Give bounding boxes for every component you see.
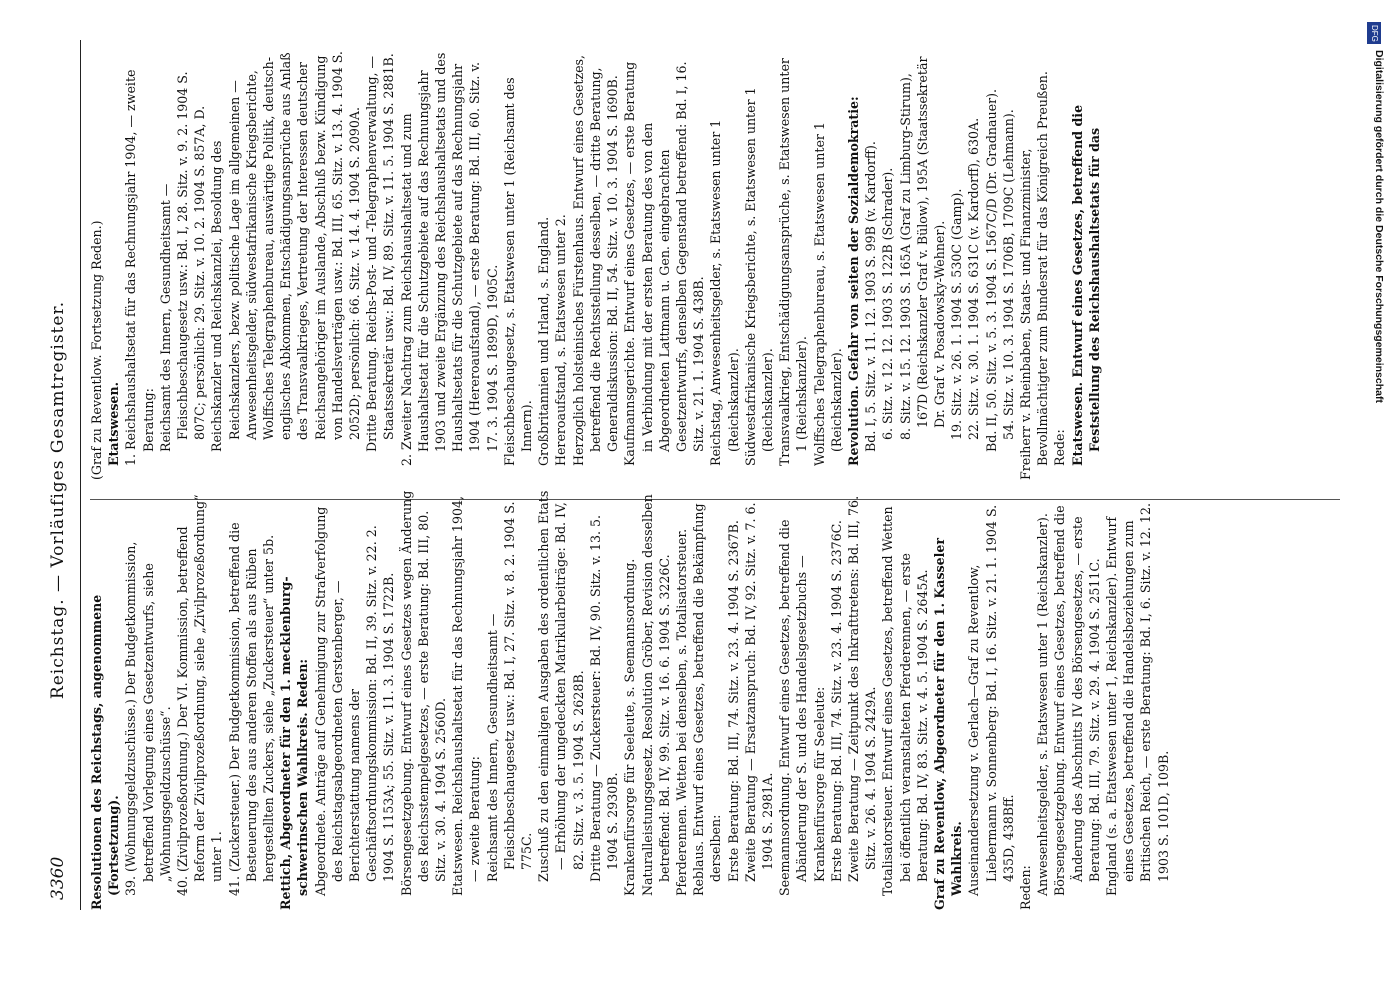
index-entry: 39. (Wohnungsgeldzuschüsse.) Der Budgetkommission, betreffend Vorlegung eines Gesetzentwurfs, siehe „Wohnungsgeldzuschüsse“.	[123, 541, 173, 896]
index-entry: Großbritannien und Irland, s. England.	[536, 216, 552, 466]
index-entry: 40. (Zivilprozeßordnung.) Der VI. Kommission, betreffend Reform der Zivilprozeßordnung, siehe „Zivilprozeßordnung“ unter 1.	[175, 494, 225, 896]
index-entry: Reichsamt des Innern, Gesundheitsamt — Fleischbeschaugesetz usw.: Bd. I, 27. Sitz. v. 8. 2. 1904 S. 775C.	[484, 501, 535, 882]
index-entry: Revolution. Gefahr von seiten der Sozialdemokratie:	[845, 96, 861, 466]
index-entry: 41. (Zuckersteuer.) Der Budgetkommission, betreffend die Besteuerung des aus anderen Stoffen als aus Rüben hergestellten Zuckers, siehe „Zuckersteuer“ unter 5b.	[226, 522, 277, 896]
index-entry: Totalisatorsteuer. Entwurf eines Gesetzes, betreffend Wetten bei öffentlich veranstalteten Pferderennen, — erste Beratung: Bd. IV, 83. Sitz. v. 4. 5. 1904 S. 2645A.	[880, 506, 930, 896]
index-entry: Fleischbeschaugesetz, s. Etatswesen unter 1 (Reichsamt des Innern).	[501, 77, 535, 466]
page-header	[40, 40, 80, 960]
index-entry: Zweite Beratung — Ersatzanspruch: Bd. IV, 92. Sitz. v. 7. 6. 1904 S. 2981A.	[742, 502, 775, 882]
index-entry: Börsengesetzgebung. Entwurf eines Gesetzes, betreffend die Änderung des Abschnitts IV des Börsengesetzes, — erste Beratung: Bd. III, 79. Sitz. v. 29. 4. 1904 S. 2511C.	[1052, 505, 1102, 896]
running-head: Reichstag. — Vorläufiges Gesamtregister.	[48, 300, 68, 700]
index-entry: (Graf zu Reventlow. Fortsetzung Reden.)	[89, 220, 104, 480]
header-rule	[80, 40, 81, 910]
index-entry: Erste Beratung: Bd. III, 74. Sitz. v. 23. 4. 1904 S. 2367B.	[725, 520, 741, 882]
index-entry: Zweite Beratung — Zeitpunkt des Inkrafttretens: Bd. III, 76. Sitz. v. 26. 4. 1904 S. 2429A.	[845, 495, 879, 882]
index-entry: Etatswesen. Entwurf eines Gesetzes, betreffend die Feststellung des Reichshaushaltsetats für das	[1069, 104, 1102, 466]
index-entry: Wolffsches Telegraphenbureau, s. Etatswesen unter 1 (Reichskanzler).	[811, 122, 844, 466]
index-entry: Dritte Beratung — Zuckersteuer: Bd. IV, 90. Sitz. v. 13. 5. 1904 S. 2930B.	[587, 515, 621, 882]
index-entry: Herzoglich holsteinisches Fürstenhaus. Entwurf eines Gesetzes, betreffend die Rechtsstellung desselben, — dritte Beratung, Generaldiskussion: Bd. II, 54. Sitz. v. 10. 3. 1904 S. 1690B.	[570, 54, 621, 466]
index-entry: 1. Reichshaushaltsetat für das Rechnungsjahr 1904, — zweite Beratung:	[123, 69, 156, 466]
index-entry: 54. Sitz. v. 10. 3. 1904 S. 1706B, 1709C (Lehmann).	[1000, 109, 1016, 440]
index-entry: Dritte Beratung. Reichs-Post- und -Telegraphenverwaltung, — Staatssekretär usw.: Bd. IV, 89. Sitz. v. 11. 5. 1904 S. 2881B.	[364, 53, 397, 452]
index-entry: Reden:	[1017, 865, 1033, 910]
index-entry: Reichstag, Anwesenheitsgelder, s. Etatswesen unter 1 (Reichskanzler).	[708, 119, 741, 466]
index-entry: 19. Sitz. v. 26. 1. 1904 S. 530C (Gamp).	[949, 188, 965, 440]
index-entry: Hereroaufstand, s. Etatswesen unter 2.	[553, 214, 569, 466]
index-entry: Rettich, Abgeordneter für den 1. mecklenburg-schwerinschen Wahlkreis. Reden:	[278, 576, 311, 910]
index-entry: Freiherr v. Rheinbaben, Staats- und Finanzminister, Bevollmächtigter zum Bundesrat für das Königreich Preußen. Rede:	[1017, 71, 1068, 480]
index-entry: 22. Sitz. v. 30. 1. 1904 S. 631C (v. Kardorff), 630A.	[966, 117, 982, 440]
index-entry: 2. Zweiter Nachtrag zum Reichshaushaltsetat und zum Haushaltsetat für die Schutzgebiete auf das Rechnungsjahr 1903 und zweite Ergänzung des Reichshaushaltsetats und des Haushaltsetats für die Schutzgebiete auf das Rechnungsjahr 1904 (Hereroaufstand), — erste Beratung: Bd. III, 60. Sitz. v. 17. 3. 1904 S. 1899D, 1905C.	[398, 52, 500, 466]
index-entry: Bd. II, 50. Sitz. v. 5. 3. 1904 S. 1567C/D (Dr. Gradnauer).	[983, 88, 999, 452]
index-entry: England (s. a. Etatswesen unter 1, Reichskanzler). Entwurf eines Gesetzes, betreffend die Handelsbeziehungen zum Britischen Reich, — erste Beratung: Bd. I, 6. Sitz. v. 12. 12. 1903 S. 101D, 109B.	[1103, 503, 1171, 896]
index-entry: Zuschuß zu den einmaligen Ausgaben des ordentlichen Etats — Erhöhung der ungedeckten Matrikularbeiträge: Bd. IV, 82. Sitz. v. 3. 5. 1904 S. 2628B.	[536, 490, 586, 882]
dfg-logo: DFG	[1367, 22, 1381, 44]
index-entry: Transvaalkrieg, Entschädigungsansprüche, s. Etatswesen unter 1 (Reichskanzler).	[777, 58, 810, 466]
index-entry: Abgeordnete. Anträge auf Genehmigung zur Strafverfolgung des Reichstagsabgeordneten Gerstenberger, — Berichterstattung namens der Geschäftsordnungskommission: Bd. II, 39. Sitz. v. 22. 2. 1904 S. 1153A; 55. Sitz. v. 11. 3. 1904 S. 1722B.	[312, 506, 397, 896]
index-entry: Anwesenheitsgelder, s. Etatswesen unter 1 (Reichskanzler).	[1035, 513, 1051, 896]
page-number: 3360	[48, 856, 68, 900]
index-entry: Reblaus. Entwurf eines Gesetzes, betreffend die Bekämpfung derselben:	[691, 503, 724, 896]
index-entry: Börsengesetzgebung. Entwurf eines Gesetzes wegen Änderung des Reichsstempelgesetzes, — erste Beratung: Bd. III, 80. Sitz. v. 30. 4. 1904 S. 2560D.	[398, 490, 449, 896]
index-entry: Auseinandersetzung v. Gerlach—Graf zu Reventlow, Liebermann v. Sonnenberg: Bd. I, 16. Sitz. v. 21. 1. 1904 S. 435D, 438Bff.	[966, 504, 1016, 896]
digitization-note: Digitalisierung gefördert durch die Deutsche Forschungsgemeinschaft	[1373, 50, 1385, 403]
index-entry: Resolutionen des Reichstags, angenommene (Fortsetzung).	[89, 594, 122, 910]
index-entry: Etatswesen.	[106, 382, 122, 466]
digitization-sidenote	[1365, 10, 1385, 990]
index-entry: Etatswesen. Reichshaushaltsetat für das Rechnungsjahr 1904, — zweite Beratung:	[450, 496, 483, 896]
index-entry: Bd. I, 5. Sitz. v. 11. 12. 1903 S. 99B (v. Kardorff).	[863, 141, 879, 452]
index-entry: Kaufmannsgerichte. Entwurf eines Gesetzes, — erste Beratung in Verbindung mit der ersten Beratung des von den Abgeordneten Lattmann u. Gen. eingebrachten Gesetzentwurfs, denselben Gegenstand betreffend: Bd. I, 16. Sitz. v. 21. 1. 1904 S. 438B.	[622, 61, 707, 466]
index-entry: Reichskanzler und Reichskanzlei, Besoldung des Reichskanzlers, bezw. politische Lage im allgemeinen — Anwesenheitsgelder, südwestafrikanische Kriegsberichte, Wolffsches Telegraphenbureau, auswärtige Politik, deutsch-englisches Abkommen, Entschädigungsansprüche aus Anlaß des Transvaalkrieges, Vertretung der Interessen deutscher Reichsangehöriger im Auslande, Abschluß bezw. Kündigung von Handelsverträgen usw.: Bd. III, 65. Sitz. v. 13. 4. 1904 S. 2052D; persönlich: 66. Sitz. v. 14. 4. 1904 S. 2090A.	[209, 51, 363, 452]
index-entry: Graf zu Reventlow, Abgeordneter für den 1. Kasseler Wahlkreis.	[931, 537, 965, 910]
index-entry: Naturalleistungsgesetz. Resolution Gröber, Revision desselben betreffend: Bd. IV, 99. Sitz. v. 16. 6. 1904 S. 3226C.	[639, 494, 672, 896]
index-entry: 6. Sitz. v. 12. 12. 1903 S. 122B (Schrader).	[880, 167, 896, 440]
index-entry: Krankenfürsorge für Seeleute, s. Seemannsordnung.	[622, 558, 638, 896]
index-entry: Erste Beratung: Bd. III, 74. Sitz. v. 23. 4. 1904 S. 2376C.	[828, 520, 844, 882]
index-entry: Südwestafrikanische Kriegsberichte, s. Etatswesen unter 1 (Reichskanzler).	[742, 87, 775, 466]
index-entry: Reichsamt des Innern, Gesundheitsamt — Fleischbeschaugesetz usw.: Bd. I, 28. Sitz. v. 9. 2. 1904 S. 807C; persönlich: 29. Sitz. v. 10. 2. 1904 S. 857A, D.	[157, 71, 208, 452]
left-column	[88, 490, 1172, 910]
index-entry: 8. Sitz. v. 15. 12. 1903 S. 165A (Graf zu Limburg-Stirum), 167D (Reichskanzler Graf v. Bülow), 195A (Staatssekretär Dr. Graf v. Posadowsky-Wehner).	[897, 56, 947, 440]
right-column	[88, 50, 1103, 480]
index-entry: Seemannsordnung. Entwurf eines Gesetzes, betreffend die Abänderung der S. und des Handelsgesetzbuchs — Krankenfürsorge für Seeleute:	[777, 519, 827, 896]
index-entry: Pferderennen. Wetten bei denselben, s. Totalisatorsteuer.	[673, 528, 689, 896]
